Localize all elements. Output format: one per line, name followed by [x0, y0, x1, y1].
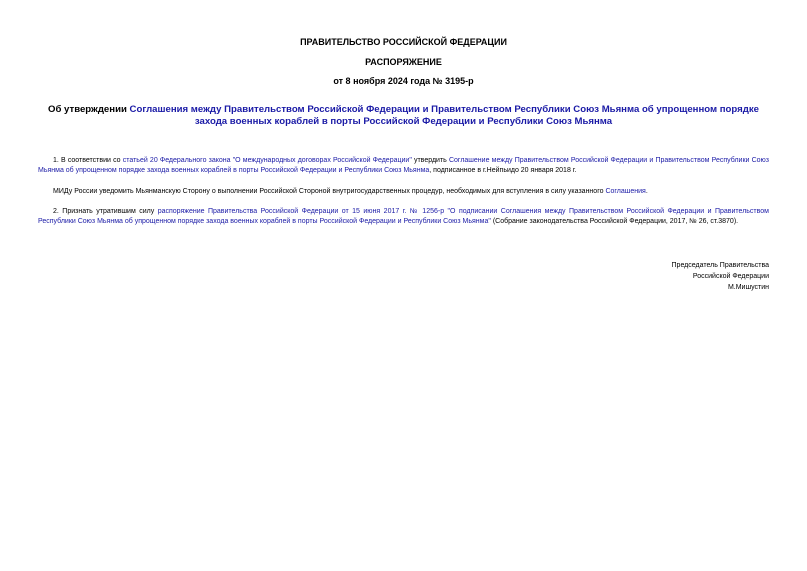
- signature-block: [672, 260, 769, 293]
- paragraph-2: [38, 187, 769, 197]
- p2-text-2: .: [645, 188, 648, 195]
- government-heading: ПРАВИТЕЛЬСТВО РОССИЙСКОЙ ФЕДЕРАЦИИ: [300, 37, 507, 47]
- p1-text-2: утвердить: [411, 157, 449, 164]
- p3-text-1: 2. Признать утратившим силу: [53, 208, 158, 215]
- p3-order-link[interactable]: распоряжение Правительства Российской Федерации от 15 июня 2017 г. № 1256-р "О подписании Соглашения между Правительством Российской Федерации и Правительством Республики Союз Мьянма об упрощенном порядке захода военных кораблей в порты Российской Федерации и Республики Союз Мьянма": [38, 208, 769, 225]
- p1-law-link[interactable]: статьей 20 Федерального закона "О международных договорах Российской Федерации": [122, 157, 412, 164]
- p2-agreement-link[interactable]: Соглашения: [605, 188, 646, 195]
- paragraph-1: [38, 156, 769, 176]
- paragraph-3: [38, 207, 769, 227]
- document-type-heading: РАСПОРЯЖЕНИЕ: [365, 57, 442, 67]
- document-title: [40, 104, 767, 128]
- p2-text-1: МИДу России уведомить Мьянманскую Сторону о выполнении Российской Стороной внутригосударственных процедур, необходимых для вступления в силу указанного: [53, 188, 606, 195]
- p3-text-2: (Собрание законодательства Российской Федерации, 2017, № 26, ст.3870).: [490, 218, 739, 225]
- p1-text-1: 1. В соответствии со: [53, 157, 123, 164]
- p1-agreement-link[interactable]: Соглашение между Правительством Российской Федерации и Правительством Республики Союз Мьянма об упрощенном порядке захода военных кораблей в порты Российской Федерации и Республики Союз Мьянма: [38, 157, 769, 174]
- title-prefix: Об утверждении: [48, 104, 130, 115]
- signature-organization: Российской Федерации: [692, 273, 769, 280]
- title-agreement-link[interactable]: Соглашения между Правительством Российской Федерации и Правительством Республики Союз Мьянма об упрощенном порядке захода военных кораблей в порты Российской Федерации и Республики Союз Мьянма: [129, 104, 759, 127]
- signature-name: М.Мишустин: [727, 284, 769, 291]
- date-number-heading: от 8 ноября 2024 года № 3195-р: [333, 76, 474, 86]
- signature-position: Председатель Правительства: [671, 262, 769, 269]
- p1-text-3: , подписанное в г.Нейпьидо 20 января 2018 г.: [429, 167, 577, 174]
